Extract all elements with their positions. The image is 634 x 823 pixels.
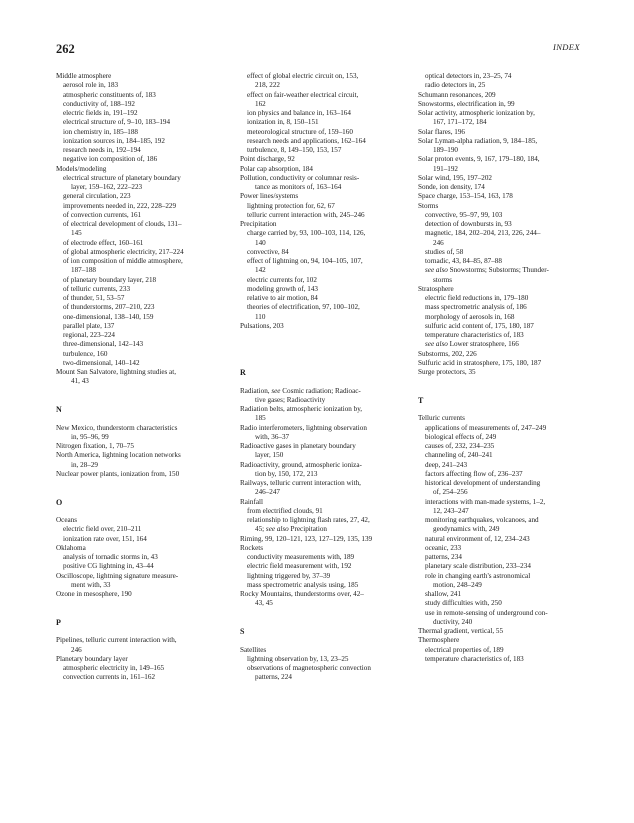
index-subentry: of, 254–256 [433,488,468,497]
index-subentry: turbulence, 8, 149–150, 153, 157 [247,146,342,154]
index-entry: Telluric currents [418,414,465,423]
index-subentry: mass spectrometric analysis of, 186 [425,303,527,312]
index-subentry: general circulation, 223 [63,192,131,201]
index-subentry: tive gases; Radioactivity [255,395,326,404]
index-entry: Railways, telluric current interaction with, [240,479,361,487]
index-subentry: electric field over, 210–211 [63,525,142,534]
index-subentry: modeling growth of, 143 [247,284,319,293]
index-entry: Planetary boundary layer [56,654,128,663]
index-column-1 [56,72,222,683]
index-entry: Storms [418,201,439,210]
index-subentry: 110 [255,312,266,321]
spacer [418,405,583,414]
index-subentry: of thunderstorms, 207–210, 223 [63,303,155,312]
index-subentry: electrical structure of planetary boundary [63,173,181,182]
index-entry: Radioactive gases in planetary boundary [240,442,356,450]
index-subentry: patterns, 234 [425,553,462,561]
spacer [56,507,222,516]
index-entry: Point discharge, 92 [240,155,295,164]
index-subentry: applications of measurements of, 247–249 [425,423,547,432]
index-entry: Solar proton events, 9, 167, 179–180, 184, [418,155,540,164]
index-subentry: motion, 248–249 [433,580,482,589]
index-subentry: 45; see also Precipitation [255,525,328,534]
index-subentry: effect of lightning on, 94, 104–105, 107, [247,257,363,265]
spacer [240,331,406,368]
index-subentry: of telluric currents, 233 [63,284,131,293]
index-subentry: of convection currents, 161 [63,210,142,219]
index-subentry: causes of, 232, 234–235 [425,442,495,450]
spacer [56,599,222,618]
index-entry: Schumann resonances, 209 [418,90,496,99]
index-subentry: electric currents for, 102 [247,275,317,284]
index-subentry: 142 [255,266,266,275]
spacer [240,609,406,628]
index-subentry: ionization sources in, 184–185, 192 [63,136,165,145]
index-subentry: meteorological structure of, 159–160 [247,127,353,136]
spacer [240,636,406,645]
index-entry: Substorms, 202, 226 [418,349,477,358]
index-entry: Precipitation [240,220,277,228]
index-entry: Stratosphere [418,284,454,293]
index-entry: Middle atmosphere [56,72,112,80]
index-subentry: patterns, 224 [255,673,292,682]
index-subentry: use in remote-sensing of underground con- [425,608,548,617]
index-subentry: three-dimensional, 142–143 [63,340,144,349]
index-subentry: convective, 84 [247,247,289,256]
index-subentry: morphology of aerosols in, 168 [425,312,515,321]
index-subentry: study difficulties with, 250 [425,599,502,608]
index-subentry: in, 28–29 [71,460,98,469]
index-subentry: factors affecting flow of, 236–237 [425,469,523,478]
index-subentry: electric fields in, 191–192 [63,109,138,117]
index-subentry: temperature characteristics of, 183 [425,331,524,339]
index-subentry: 246–247 [255,488,280,497]
index-subentry: tance as monitors of, 163–164 [255,183,342,191]
index-subentry: ionization rate over, 151, 164 [63,534,147,543]
index-entry: Solar Lyman-alpha radiation, 9, 184–185, [418,136,538,145]
index-entry: Satellites [240,645,267,654]
index-subentry: improvements needed in, 222, 228–229 [63,201,177,210]
index-entry: Nitrogen fixation, 1, 70–75 [56,442,134,450]
index-subentry: channeling of, 240–241 [425,451,493,460]
index-subentry: see also Snowstorms; Substorms; Thunder- [425,266,549,275]
index-subentry: monitoring earthquakes, volcanoes, and [425,516,539,524]
index-subentry: ductivity, 240 [433,617,473,626]
index-subentry: detection of downbursts in, 93 [425,220,512,228]
index-subentry: telluric current interaction with, 245–246 [247,210,365,219]
index-subentry: parallel plate, 137 [63,321,115,330]
spacer [240,377,406,386]
index-subentry: electrical properties of, 189 [425,645,504,654]
index-entry: Polar cap absorption, 184 [240,164,313,173]
index-subentry: of thunder, 51, 53–57 [63,294,125,302]
index-subentry: effect on fair-weather electrical circuit, [247,90,359,99]
section-letter: P [56,617,61,627]
index-subentry: 167, 171–172, 184 [433,118,487,127]
index-entry: Sonde, ion density, 174 [418,183,485,191]
index-subentry: 246 [71,645,82,654]
index-subentry: oceanic, 233 [425,543,462,552]
index-subentry: 12, 243–247 [433,506,469,515]
index-entry: Mount San Salvatore, lightning studies at, [56,368,176,376]
index-subentry: of global atmospheric electricity, 217–224 [63,247,184,256]
index-subentry: ion physics and balance in, 163–164 [247,109,351,117]
index-subentry: sulfuric acid content of, 175, 180, 187 [425,321,534,330]
index-subentry: ment with, 33 [71,580,111,589]
index-entry: Oklahoma [56,543,86,552]
index-subentry: studies of, 58 [425,247,464,256]
index-subentry: atmospheric electricity in, 149–165 [63,664,165,672]
index-subentry: relative to air motion, 84 [247,294,318,302]
page-header [56,42,580,56]
index-subentry: radio detectors in, 25 [425,81,486,90]
index-subentry: 162 [255,99,266,108]
index-subentry: 189–190 [433,146,458,154]
index-subentry: see also Lower stratosphere, 166 [425,340,519,349]
index-entry: Rocky Mountains, thunderstorms over, 42– [240,590,364,598]
index-subentry: of electrode effect, 160–161 [63,238,144,247]
index-entry: New Mexico, thunderstorm characteristics [56,423,178,432]
cross-reference-term: see also [425,266,448,275]
index-subentry: biological effects of, 249 [425,432,497,441]
index-subentry: turbulence, 160 [63,349,108,358]
index-subentry: lightning triggered by, 37–39 [247,571,331,580]
index-subentry: aerosol role in, 183 [63,81,119,90]
index-subentry: geodynamics with, 249 [433,525,500,534]
spacer [56,627,222,636]
index-subentry: 185 [255,414,266,423]
running-title: INDEX [552,42,580,52]
index-entry: Pipelines, telluric current interaction with, [56,636,177,645]
index-subentry: negative ion composition of, 186 [63,155,158,164]
index-subentry: layer, 150 [255,451,284,460]
index-column-2 [240,72,406,683]
index-subentry: shallow, 241 [425,590,462,598]
index-subentry: planetary scale distribution, 233–234 [425,562,531,571]
section-letter: R [240,368,246,377]
index-entry: Space charge, 153–154, 163, 178 [418,192,513,201]
index-subentry: theories of electrification, 97, 100–102, [247,303,360,312]
index-entry: Riming, 99, 120–121, 123, 127–129, 135, 139 [240,534,373,543]
index-subentry: lightning protection for, 62, 67 [247,201,335,210]
index-subentry: temperature characteristics of, 183 [425,654,524,663]
spacer [56,479,222,498]
section-letter: T [418,395,424,405]
index-subentry: ionization in, 8, 150–151 [247,118,319,127]
index-subentry: 43, 45 [255,599,273,608]
index-subentry: 191–192 [433,164,458,173]
index-entry: Pulsations, 203 [240,321,284,330]
index-entry: Radio interferometers, lightning observation [240,423,367,432]
index-subentry: historical development of understanding [425,479,541,487]
index-subentry: of ion composition of middle atmosphere, [63,257,183,265]
cross-reference-term: see also [265,525,289,534]
index-subentry: electrical structure of, 9–10, 183–194 [63,118,171,127]
index-subentry: research needs and applications, 162–164 [247,136,366,145]
index-subentry: of electrical development of clouds, 131– [63,220,182,228]
index-subentry: from electrified clouds, 91 [247,506,323,515]
index-subentry: natural environment of, 12, 234–243 [425,534,530,543]
index-subentry: convective, 95–97, 99, 103 [425,210,503,219]
index-entry: Surge protectors, 35 [418,368,476,376]
spacer [56,414,222,423]
index-subentry: in, 95–96, 99 [71,432,109,441]
index-entry: Thermosphere [418,636,460,645]
spacer [418,377,583,396]
index-entry: Rockets [240,543,264,552]
index-subentry: regional, 223–224 [63,331,115,339]
index-subentry: with, 36–37 [255,432,290,441]
index-subentry: two-dimensional, 140–142 [63,358,140,367]
index-entry: Thermal gradient, vertical, 55 [418,627,504,635]
index-subentry: convection currents in, 161–162 [63,673,156,682]
index-entry: Sulfuric acid in stratosphere, 175, 180, 187 [418,358,542,367]
index-entry: Models/modeling [56,164,107,173]
index-subentry: analysis of tornadic storms in, 43 [63,553,158,561]
index-subentry: one-dimensional, 138–140, 159 [63,312,154,321]
index-entry: Radioactivity, ground, atmospheric ioniza- [240,460,362,469]
index-subentry: 140 [255,238,266,247]
section-letter: S [240,627,245,636]
index-subentry: effect of global electric circuit on, 153, [247,72,359,80]
section-letter: O [56,497,63,507]
index-subentry: role in changing earth's astronomical [425,571,531,580]
index-subentry: 246 [433,238,444,247]
index-subentry: optical detectors in, 23–25, 74 [425,72,512,80]
index-entry: Solar flares, 196 [418,127,465,136]
index-entry: Solar activity, atmospheric ionization by, [418,109,535,117]
index-subentry: conductivity measurements with, 189 [247,553,355,561]
index-subentry: storms [433,275,453,284]
cross-reference-term: see also [425,340,448,349]
index-subentry: deep, 241–243 [425,460,468,469]
page-number: 262 [56,42,75,56]
index-subentry: 41, 43 [71,377,89,386]
section-letter: N [56,405,62,414]
index-subentry: charge carried by, 93, 100–103, 114, 126, [247,229,366,238]
index-subentry: electric field measurement with, 192 [247,562,352,571]
index-entry: Oscilloscope, lightning signature measure- [56,571,179,580]
index-entry: Radiation, see Cosmic radiation; Radioac- [240,386,361,395]
index-subentry: lightning observation by, 13, 23–25 [247,654,349,663]
index-subentry: layer, 159–162, 222–223 [71,183,143,191]
index-entry: Ozone in mesosphere, 190 [56,590,132,598]
index-entry: Rainfall [240,497,264,506]
index-subentry: interactions with man-made systems, 1–2, [425,497,546,506]
index-subentry: research needs in, 192–194 [63,146,141,154]
index-subentry: observations of magnetospheric convection [247,664,371,672]
index-entry: Radiation belts, atmospheric ionization by, [240,405,363,413]
index-subentry: ion chemistry in, 185–188 [63,127,138,136]
index-subentry: 145 [71,229,82,238]
index-subentry: relationship to lightning flash rates, 27, 42, [247,516,370,524]
index-subentry: magnetic, 184, 202–204, 213, 226, 244– [425,229,541,238]
index-entry: Pollution, conductivity or columnar resis- [240,173,360,182]
index-entry: North America, lightning location networks [56,451,181,460]
index-subentry: mass spectrometric analysis using, 185 [247,580,359,589]
index-subentry: positive CG lightning in, 43–44 [63,562,154,571]
index-entry: Nuclear power plants, ionization from, 150 [56,469,180,478]
index-subentry: tion by, 150, 172, 213 [255,469,318,478]
index-entry: Oceans [56,516,78,524]
spacer [56,387,222,406]
index-entry: Solar wind, 195, 197–202 [418,173,492,182]
index-subentry: tornadic, 43, 84–85, 87–88 [425,257,502,265]
index-subentry: 187–188 [71,266,96,275]
index-entry: Power lines/systems [240,192,299,201]
cross-reference-term: see [271,386,281,395]
index-entry: Snowstorms, electrification in, 99 [418,99,515,108]
index-subentry: of planetary boundary layer, 218 [63,275,157,284]
index-subentry: electric field reductions in, 179–180 [425,294,529,302]
index-subentry: atmospheric constituents of, 183 [63,90,156,99]
index-subentry: 218, 222 [255,81,280,90]
index-column-3 [418,72,583,664]
index-subentry: conductivity of, 188–192 [63,99,135,108]
